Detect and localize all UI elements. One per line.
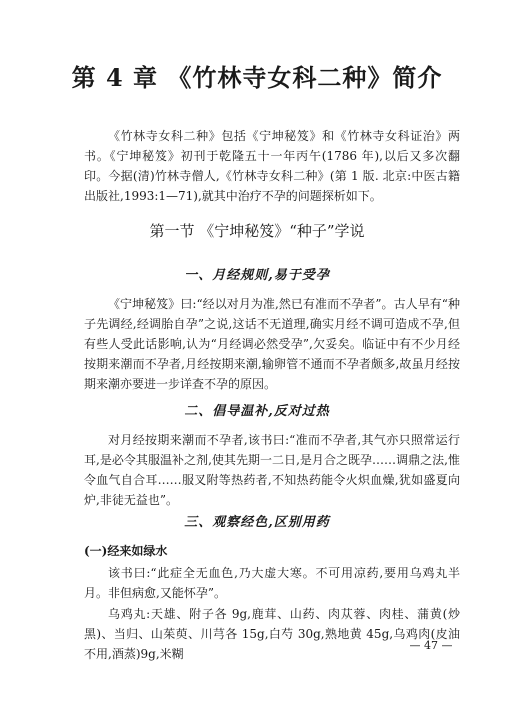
item-paragraph-1: 该书曰:“此症全无血色,乃大虚大寒。不可用凉药,要用乌鸡丸半月。非但病愈,又能怀孕”。 [84,566,460,600]
page-number: — 47 — [409,639,453,652]
subsection-paragraph-1: 《宁坤秘笈》曰:“经以对月为准,然已有准而不孕者”。古人早有“种子先调经,经调胎自孕”之说,这话不无道理,确实月经不调可造成不孕,但有些人受此话影响,认为“月经调必然受孕”,欠妥矣。临证中有不少月经按期来潮而不孕者,月经按期来潮,输卵管不通而不孕者颇多,故虽月经按期来潮亦要进一步详查不孕的原因。 [84,297,460,391]
subsection-paragraph-2: 对月经按期来潮而不孕者,该书曰:“准而不孕者,其气亦只照常运行耳,是必令其服温补之剂,使其先期一二日,是月合之既孕……调鼎之法,惟令血气自合耳……服叉附等热药者,不知热药能令火炽血燥,犹如盛夏向炉,非徒无益也”。 [84,433,460,507]
intro-paragraph: 《竹林寺女科二种》包括《宁坤秘笈》和《竹林寺女科证治》两书。《宁坤秘笈》初刊于乾隆五十一年丙午(1786 年),以后又多次翻印。今据(清)竹林寺僧人,《竹林寺女科二种》(第 1 版. 北京:中医古籍出版社,1993:1—71),就其中治疗不孕的问题探析如下。 [84,129,460,203]
subsection-heading-1: 一、月经规则,易于受孕 [184,268,330,283]
subsection-heading-2: 二、倡导温补,反对过热 [184,404,330,419]
subsection-heading-3: 三、观察经色,区别用药 [184,515,330,530]
item-heading: (一)经来如绿水 [84,544,168,558]
item-paragraph-2: 乌鸡丸:天雄、附子各 9g,鹿茸、山药、肉苁蓉、肉桂、蒲黄(炒黑)、当归、山茱萸、川芎各 15g,白芍 30g,熟地黄 45g,乌鸡肉(皮油不用,酒蒸)9g,米糊 [84,607,460,661]
chapter-title: 第 4 章 《竹林寺女科二种》简介 [71,63,443,92]
section-title: 第一节 《宁坤秘笈》“种子”学说 [149,222,365,240]
